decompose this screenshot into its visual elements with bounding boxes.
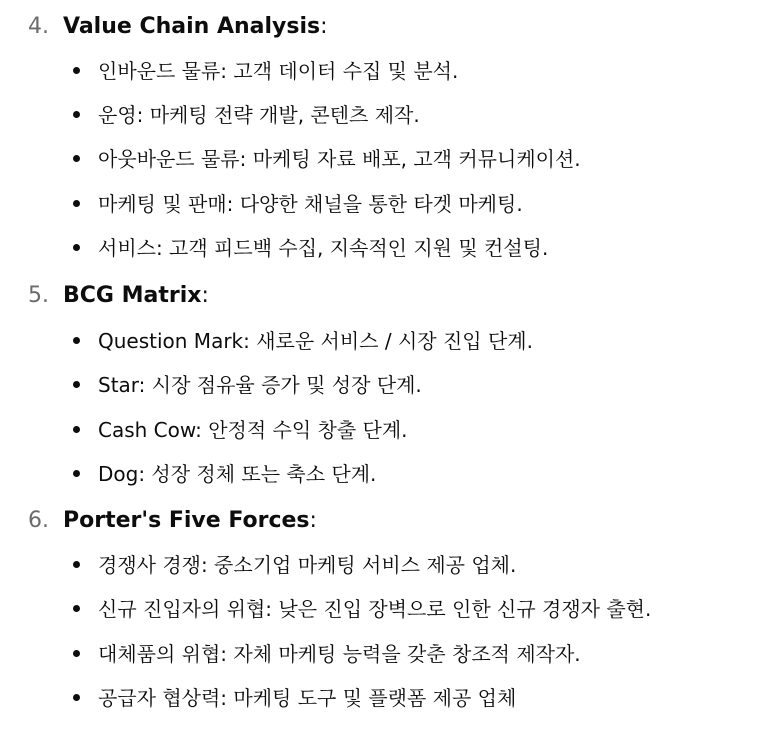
section-colon: :: [309, 508, 317, 533]
bullet-icon: [73, 67, 80, 74]
section-colon: :: [320, 14, 328, 39]
section-heading: [28, 506, 317, 536]
list-item-text: 인바운드 물류: 고객 데이터 수집 및 분석.: [98, 59, 459, 83]
list-item-text: 서비스: 고객 피드백 수집, 지속적인 지원 및 컨설팅.: [98, 236, 549, 260]
section-colon: :: [201, 283, 209, 308]
list-item-text: 마케팅 및 판매: 다양한 채널을 통한 타겟 마케팅.: [98, 192, 523, 216]
bullet-icon: [73, 111, 80, 118]
section-title: BCG Matrix: [63, 283, 202, 308]
list-item-text: Star: 시장 점유율 증가 및 성장 단계.: [98, 373, 422, 397]
bullet-icon: [73, 426, 80, 433]
bullet-icon: [73, 561, 80, 568]
bullet-icon: [73, 337, 80, 344]
bullet-icon: [73, 381, 80, 388]
bullet-icon: [73, 244, 80, 251]
list-item-text: 신규 진입자의 위협: 낮은 진입 장벽으로 인한 신규 경쟁자 출현.: [98, 597, 652, 621]
section-title: Porter's Five Forces: [63, 508, 310, 533]
list-item-text: 경쟁사 경쟁: 중소기업 마케팅 서비스 제공 업체.: [98, 553, 517, 577]
list-item-text: Question Mark: 새로운 서비스 / 시장 진입 단계.: [98, 329, 533, 353]
bullet-icon: [73, 200, 80, 207]
section-number: 5.: [28, 283, 49, 308]
list-item-text: 공급자 협상력: 마케팅 도구 및 플랫폼 제공 업체: [98, 686, 517, 710]
bullet-icon: [73, 694, 80, 701]
list-item-text: 운영: 마케팅 전략 개발, 콘텐츠 제작.: [98, 103, 420, 127]
bullet-icon: [73, 155, 80, 162]
list-item-text: Cash Cow: 안정적 수익 창출 단계.: [98, 418, 408, 442]
list-item-text: 아웃바운드 물류: 마케팅 자료 배포, 고객 커뮤니케이션.: [98, 147, 581, 171]
section-number: 4.: [28, 14, 49, 39]
section-number: 6.: [28, 508, 49, 533]
bullet-icon: [73, 605, 80, 612]
list-item-text: Dog: 성장 정체 또는 축소 단계.: [98, 462, 377, 486]
section-title: Value Chain Analysis: [63, 14, 321, 39]
bullet-icon: [73, 470, 80, 477]
list-item-text: 대체품의 위협: 자체 마케팅 능력을 갖춘 창조적 제작자.: [98, 642, 581, 666]
bullet-icon: [73, 650, 80, 657]
section-heading: [28, 281, 209, 311]
section-heading: [28, 12, 328, 42]
